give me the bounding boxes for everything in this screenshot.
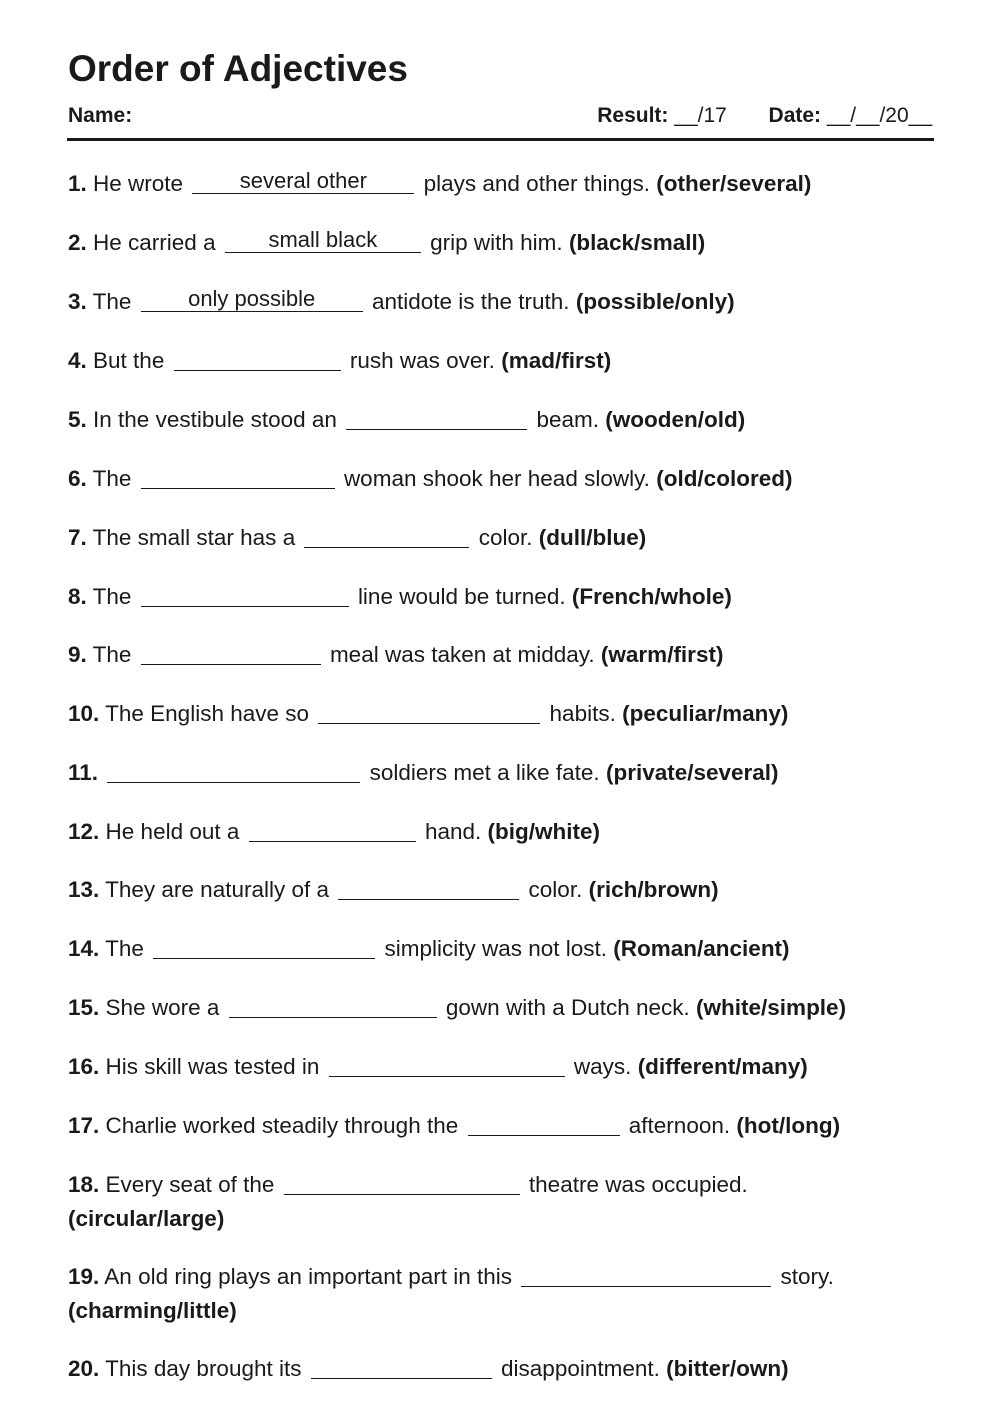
adjective-hint: (private/several) bbox=[605, 760, 779, 785]
question-7 bbox=[68, 521, 934, 555]
adjective-hint: (hot/long) bbox=[736, 1113, 841, 1138]
question-text-after: woman shook her head slowly. bbox=[343, 466, 650, 491]
adjective-hint: (rich/brown) bbox=[588, 877, 719, 902]
question-15 bbox=[68, 991, 934, 1025]
answer-blank[interactable] bbox=[141, 640, 321, 665]
answer-blank[interactable] bbox=[153, 934, 375, 959]
question-text-after: antidote is the truth. bbox=[371, 289, 570, 314]
question-text-after: ways. bbox=[573, 1054, 632, 1079]
question-text-after: simplicity was not lost. bbox=[384, 936, 608, 961]
question-text-before: They are naturally of a bbox=[105, 877, 330, 902]
question-18 bbox=[68, 1168, 934, 1236]
question-text-after: line would be turned. bbox=[357, 584, 566, 609]
question-text-after: rush was over. bbox=[349, 348, 495, 373]
question-17 bbox=[68, 1109, 934, 1143]
question-text-before: This day brought its bbox=[105, 1356, 302, 1381]
question-number: 7. bbox=[68, 525, 87, 550]
question-20 bbox=[68, 1352, 934, 1386]
adjective-hint: (warm/first) bbox=[600, 642, 724, 667]
question-text-before: An old ring plays an important part in this bbox=[104, 1264, 513, 1289]
question-text-before: The small star has a bbox=[92, 525, 296, 550]
answer-text: only possible bbox=[188, 286, 316, 311]
result-value: __/17 bbox=[674, 104, 727, 127]
adjective-hint: (Roman/ancient) bbox=[613, 936, 790, 961]
date-value: __/__/20__ bbox=[826, 104, 932, 127]
answer-blank[interactable] bbox=[468, 1111, 620, 1136]
question-text-before: The bbox=[92, 642, 132, 667]
question-text-after: color. bbox=[478, 525, 533, 550]
adjective-hint: (circular/large) bbox=[68, 1206, 225, 1231]
question-text-before: His skill was tested in bbox=[105, 1054, 320, 1079]
answer-blank[interactable] bbox=[107, 758, 360, 783]
question-text-before: Every seat of the bbox=[105, 1172, 275, 1197]
question-text-before: He held out a bbox=[105, 819, 240, 844]
question-number: 19. bbox=[68, 1264, 100, 1289]
question-text-after: grip with him. bbox=[430, 230, 563, 255]
question-text-before: She wore a bbox=[105, 995, 220, 1020]
question-8 bbox=[68, 580, 934, 614]
question-number: 17. bbox=[68, 1113, 100, 1138]
answer-blank[interactable] bbox=[521, 1262, 771, 1287]
answer-text: several other bbox=[239, 168, 367, 193]
answer-blank[interactable] bbox=[174, 346, 341, 371]
question-1 bbox=[68, 167, 934, 201]
question-text-before: He carried a bbox=[93, 230, 216, 255]
date-label: Date: bbox=[768, 104, 822, 127]
question-text-before: He wrote bbox=[93, 171, 184, 196]
question-text-after: story. bbox=[780, 1264, 834, 1289]
answer-blank[interactable] bbox=[304, 523, 469, 548]
question-text-after: disappointment. bbox=[501, 1356, 660, 1381]
question-number: 14. bbox=[68, 936, 100, 961]
question-16 bbox=[68, 1050, 934, 1084]
adjective-hint: (bitter/own) bbox=[666, 1356, 789, 1381]
answer-text: small black bbox=[268, 227, 378, 252]
answer-blank[interactable] bbox=[249, 817, 416, 842]
question-13 bbox=[68, 873, 934, 907]
question-number: 6. bbox=[68, 466, 87, 491]
adjective-hint: (possible/only) bbox=[575, 289, 735, 314]
question-number: 12. bbox=[68, 819, 100, 844]
answer-blank[interactable] bbox=[141, 464, 335, 489]
question-text-before: Charlie worked steadily through the bbox=[105, 1113, 459, 1138]
answer-blank[interactable] bbox=[141, 287, 363, 312]
question-text-before: The bbox=[105, 936, 144, 961]
adjective-hint: (big/white) bbox=[487, 819, 600, 844]
question-10 bbox=[68, 697, 934, 731]
answer-blank[interactable] bbox=[338, 875, 519, 900]
question-number: 18. bbox=[68, 1172, 100, 1197]
question-14 bbox=[68, 932, 934, 966]
question-number: 3. bbox=[68, 289, 87, 314]
result-label: Result: bbox=[597, 104, 669, 127]
adjective-hint: (dull/blue) bbox=[538, 525, 647, 550]
question-number: 8. bbox=[68, 584, 87, 609]
adjective-hint: (different/many) bbox=[637, 1054, 808, 1079]
question-text-before: In the vestibule stood an bbox=[93, 407, 337, 432]
adjective-hint: (old/colored) bbox=[656, 466, 793, 491]
question-text-before: The bbox=[92, 289, 132, 314]
question-text-after: gown with a Dutch neck. bbox=[445, 995, 690, 1020]
adjective-hint: (French/whole) bbox=[571, 584, 732, 609]
question-number: 9. bbox=[68, 642, 87, 667]
question-number: 5. bbox=[68, 407, 87, 432]
question-text-after: color. bbox=[528, 877, 583, 902]
question-text-after: theatre was occupied. bbox=[528, 1172, 748, 1197]
header-divider bbox=[67, 138, 934, 141]
answer-blank[interactable] bbox=[329, 1052, 565, 1077]
question-text-before: The bbox=[92, 584, 132, 609]
question-4 bbox=[68, 344, 934, 378]
adjective-hint: (wooden/old) bbox=[605, 407, 746, 432]
question-text-before: But the bbox=[93, 348, 165, 373]
adjective-hint: (white/simple) bbox=[696, 995, 847, 1020]
question-6 bbox=[68, 462, 934, 496]
question-number: 2. bbox=[68, 230, 87, 255]
answer-blank[interactable] bbox=[192, 169, 414, 194]
adjective-hint: (black/small) bbox=[568, 230, 706, 255]
question-11 bbox=[68, 756, 934, 790]
question-number: 11. bbox=[68, 760, 99, 785]
adjective-hint: (mad/first) bbox=[501, 348, 612, 373]
name-label: Name: bbox=[68, 104, 133, 127]
adjective-hint: (peculiar/many) bbox=[622, 701, 789, 726]
answer-blank[interactable] bbox=[284, 1170, 520, 1195]
question-19 bbox=[68, 1260, 934, 1328]
header-row bbox=[68, 102, 932, 130]
question-text-after: soldiers met a like fate. bbox=[369, 760, 600, 785]
question-text-after: afternoon. bbox=[628, 1113, 731, 1138]
question-text-after: hand. bbox=[424, 819, 482, 844]
question-2 bbox=[68, 226, 934, 260]
answer-blank[interactable] bbox=[346, 405, 527, 430]
answer-blank[interactable] bbox=[225, 228, 421, 253]
question-12 bbox=[68, 815, 934, 849]
question-3 bbox=[68, 285, 934, 319]
question-number: 4. bbox=[68, 348, 87, 373]
question-number: 20. bbox=[68, 1356, 100, 1381]
question-number: 1. bbox=[68, 171, 87, 196]
adjective-hint: (charming/little) bbox=[68, 1298, 237, 1323]
answer-blank[interactable] bbox=[141, 582, 349, 607]
question-text-before: The bbox=[92, 466, 132, 491]
answer-blank[interactable] bbox=[229, 993, 437, 1018]
question-9 bbox=[68, 638, 934, 672]
question-number: 15. bbox=[68, 995, 100, 1020]
question-text-after: meal was taken at midday. bbox=[329, 642, 595, 667]
question-text-after: plays and other things. bbox=[423, 171, 651, 196]
question-text-after: habits. bbox=[549, 701, 616, 726]
question-text-after: beam. bbox=[536, 407, 600, 432]
page-title: Order of Adjectives bbox=[68, 48, 408, 89]
answer-blank[interactable] bbox=[318, 699, 540, 724]
question-5 bbox=[68, 403, 934, 437]
question-text-before: The English have so bbox=[105, 701, 310, 726]
result-date-group bbox=[597, 102, 932, 130]
question-number: 16. bbox=[68, 1054, 100, 1079]
question-number: 10. bbox=[68, 701, 100, 726]
adjective-hint: (other/several) bbox=[656, 171, 812, 196]
answer-blank[interactable] bbox=[311, 1354, 492, 1379]
question-number: 13. bbox=[68, 877, 100, 902]
